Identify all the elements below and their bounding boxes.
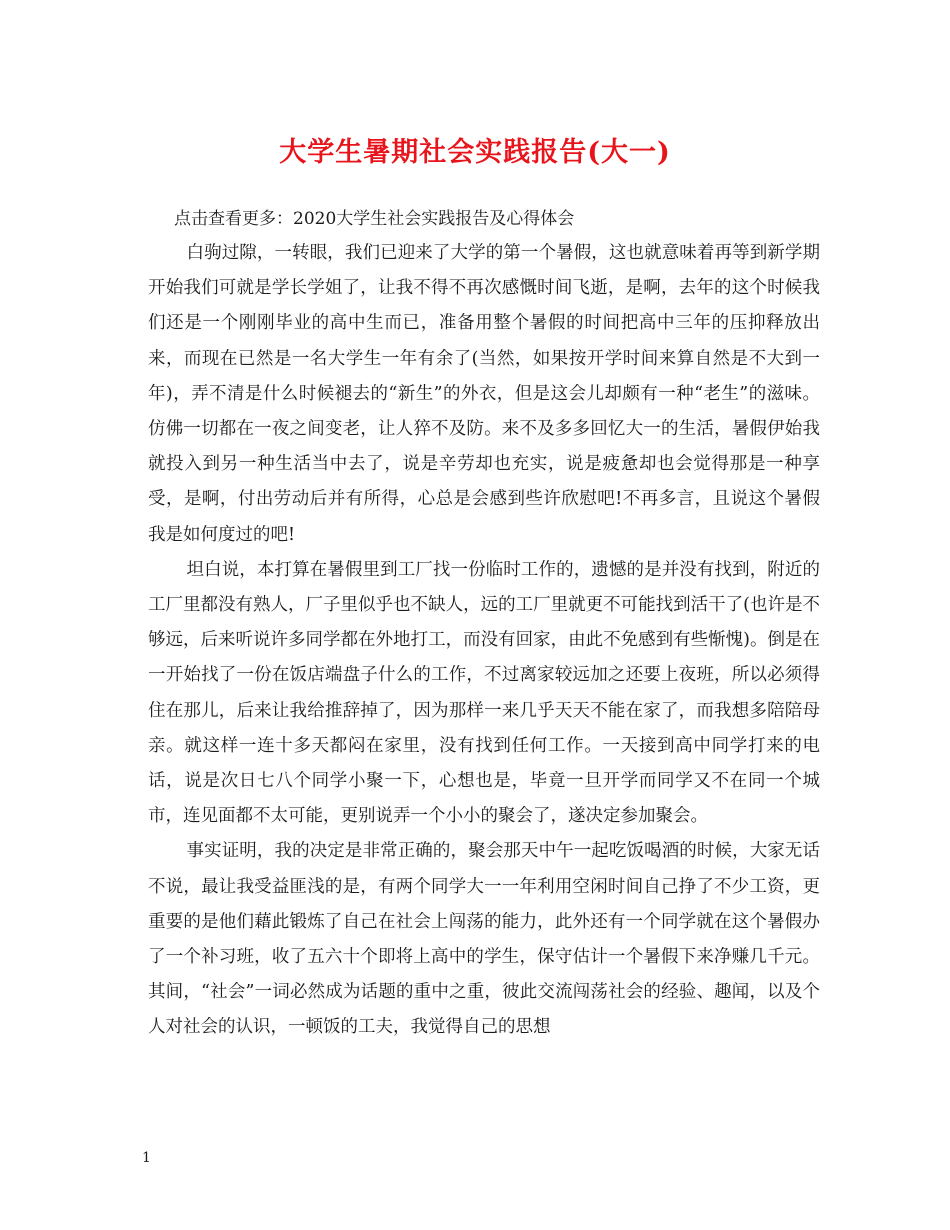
- document-title: 大学生暑期社会实践报告(大一): [279, 137, 671, 168]
- more-link[interactable]: 点击查看更多：2020大学生社会实践报告及心得体会: [174, 209, 575, 229]
- paragraph-3: 事实证明，我的决定是非常正确的，聚会那天中午一起吃饭喝酒的时候，大家无话不说，最让我受益匪浅的是，有两个同学大一一年利用空闲时间自己挣了不少工资，更重要的是他们藉此锻炼了自己在社会上闯荡的能力，此外还有一个同学就在这个暑假办了一个补习班，收了五六十个即将上高中的学生，保守估计一个暑假下来净赚几千元。其间，“社会”一词必然成为话题的重中之重，彼此交流闯荡社会的经验、趣闻，以及个人对社会的认识，一顿饭的工夫，我觉得自己的思想: [148, 841, 820, 1038]
- document-body: [140, 203, 820, 1046]
- page-number: 1: [142, 1150, 151, 1166]
- paragraph-2: 坦白说，本打算在暑假里到工厂找一份临时工作的，遗憾的是并没有找到，附近的工厂里都没有熟人，厂子里似乎也不缺人，远的工厂里就更不可能找到活干了(也许是不够远，后来听说许多同学都在外地打工，而没有回家，由此不免感到有些惭愧)。倒是在一开始找了一份在饭店端盘子什么的工作，不过离家较远加之还要上夜班，所以必须得住在那儿，后来让我给推辞掉了，因为那样一来几乎天天不能在家了，而我想多陪陪母亲。就这样一连十多天都闷在家里，没有找到任何工作。一天接到高中同学打来的电话，说是次日七八个同学小聚一下，心想也是，毕竟一旦开学而同学又不在同一个城市，连见面都不太可能，更别说弄一个小小的聚会了，遂决定参加聚会。: [148, 559, 820, 827]
- paragraph-1: 白驹过隙，一转眼，我们已迎来了大学的第一个暑假，这也就意味着再等到新学期开始我们可就是学长学姐了，让我不得不再次感慨时间飞逝，是啊，去年的这个时候我们还是一个刚刚毕业的高中生而已，准备用整个暑假的时间把高中三年的压抑释放出来，而现在已然是一名大学生一年有余了(当然，如果按开学时间来算自然是不大到一年)，弄不清是什么时候褪去的“新生”的外衣，但是这会儿却颇有一种“老生”的滋味。仿佛一切都在一夜之间变老，让人猝不及防。来不及多多回忆大一的生活，暑假伊始我就投入到另一种生活当中去了，说是辛劳却也充实，说是疲惫却也会觉得那是一种享受，是啊，付出劳动后并有所得，心总是会感到些许欣慰吧!不再多言，且说这个暑假我是如何度过的吧!: [148, 243, 820, 545]
